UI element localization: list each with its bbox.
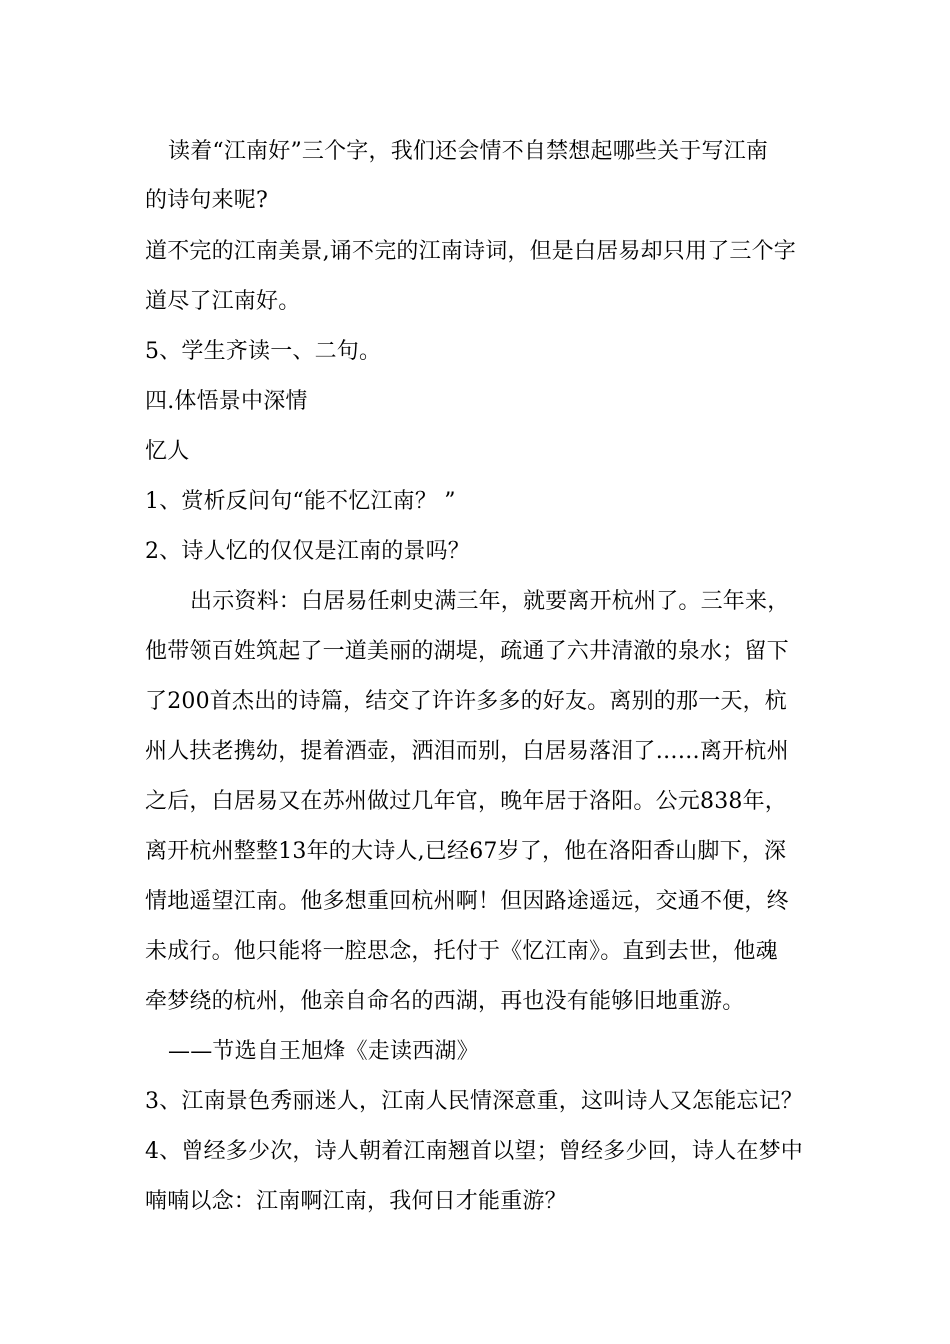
paragraph-line: 道尽了江南好。 [145,289,301,314]
material-line: 牵梦绕的杭州，他亲自命名的西湖，再也没有能够旧地重游。 [145,989,745,1014]
material-line: 情地遥望江南。他多想重回杭州啊！但因路途遥远，交通不便，终 [145,889,789,914]
material-line: 出示资料：白居易任刺史满三年，就要离开杭州了。三年来， [190,589,790,614]
material-line: 未成行。他只能将一腔思念，托付于《忆江南》。直到去世，他魂 [145,939,778,964]
subsection-heading: 忆人 [145,439,190,464]
step-line: 4、曾经多少次，诗人朝着江南翘首以望；曾经多少回，诗人在梦中 [145,1139,803,1164]
paragraph-line: 读着“江南好”三个字，我们还会情不自禁想起哪些关于写江南 [168,139,769,164]
material-line: 州人扶老携幼，提着酒壶，洒泪而别，白居易落泪了……离开杭州 [145,739,789,764]
step-line: 5、学生齐读一、二句。 [145,339,382,364]
step-line: 1、赏析反问句“能不忆江南？ ” [145,489,456,514]
step-line: 喃喃以念：江南啊江南，我何日才能重游？ [145,1189,567,1214]
material-line: 之后，白居易又在苏州做过几年官，晚年居于洛阳。公元838年， [145,789,787,814]
material-line: 他带领百姓筑起了一道美丽的湖堤，疏通了六井清澈的泉水；留下 [145,639,789,664]
paragraph-line: 道不完的江南美景,诵不完的江南诗词，但是白居易却只用了三个字 [145,239,796,264]
step-line: 2、诗人忆的仅仅是江南的景吗？ [145,539,470,564]
paragraph-line: 的诗句来呢? [145,188,268,213]
material-line: 了200首杰出的诗篇，结交了许许多多的好友。离别的那一天，杭 [145,689,787,714]
section-heading: 四.体悟景中深情 [145,389,308,414]
step-line: 3、江南景色秀丽迷人，江南人民情深意重，这叫诗人又怎能忘记？ [145,1089,803,1114]
source-citation: ——节选自王旭烽《走读西湖》 [168,1039,479,1064]
material-line: 离开杭州整整13年的大诗人,已经67岁了，他在洛阳香山脚下，深 [145,839,787,864]
